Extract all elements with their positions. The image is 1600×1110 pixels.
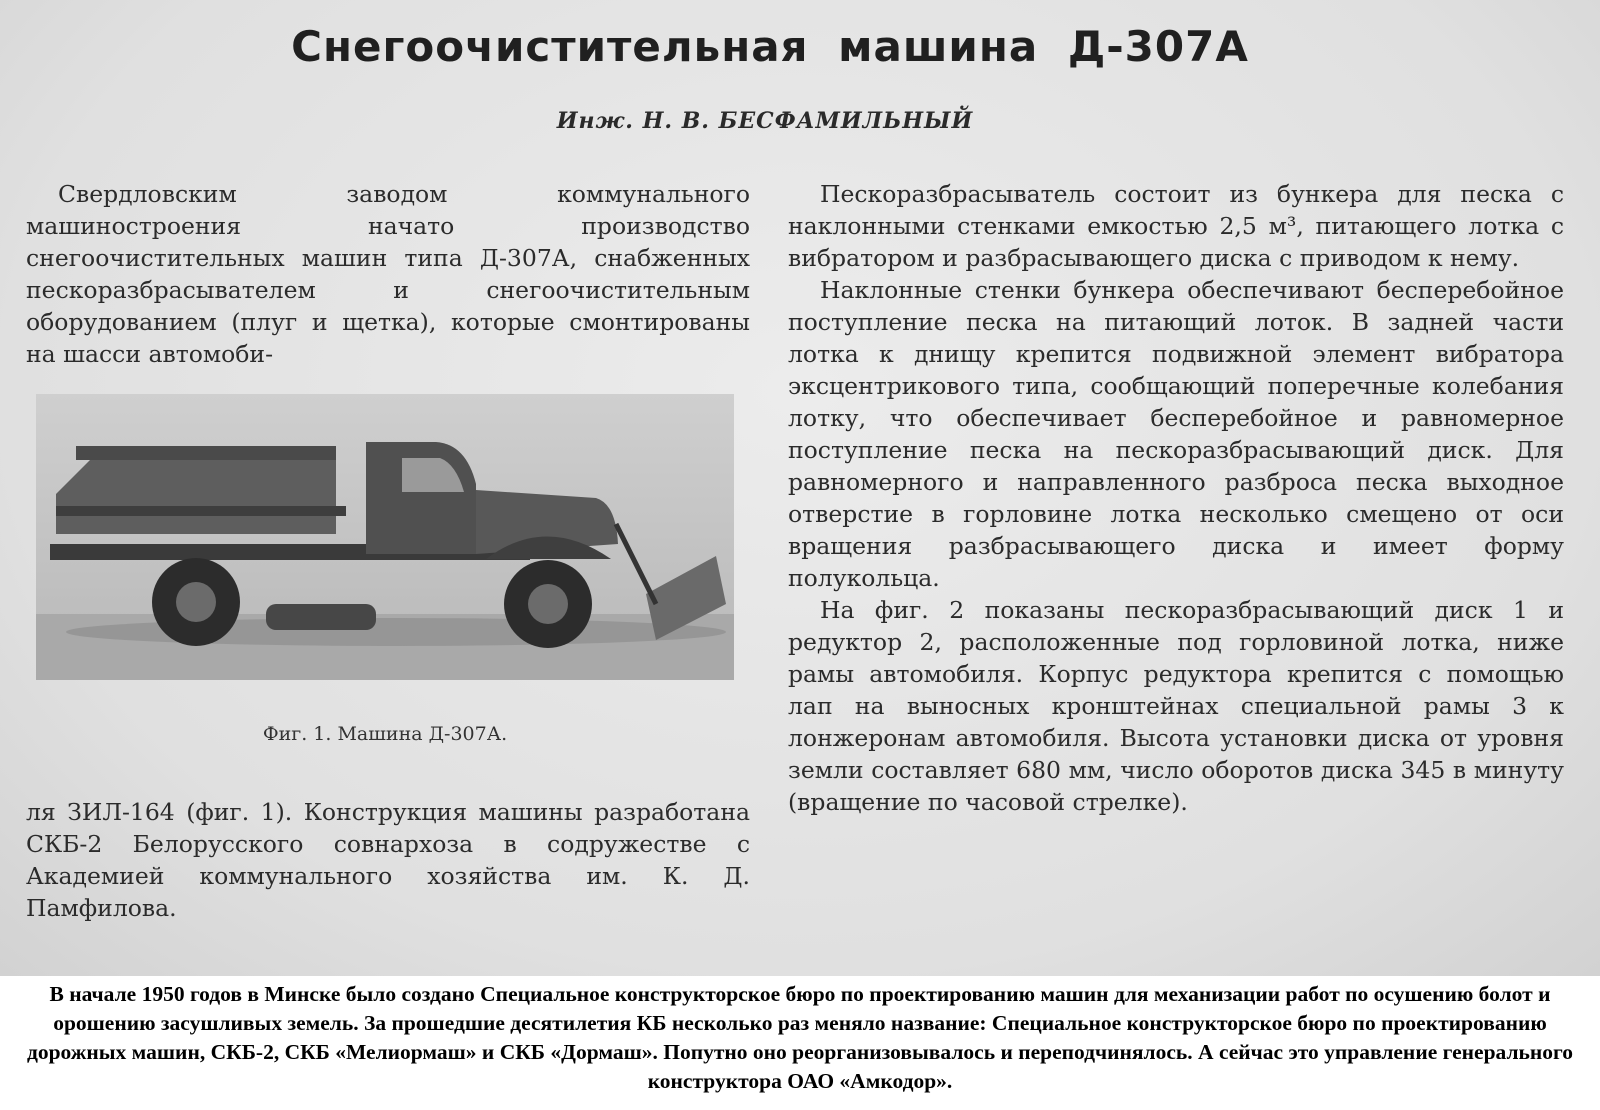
left-column-top bbox=[26, 178, 750, 370]
paragraph: ля ЗИЛ-164 (фиг. 1). Конструкция машины разработана СКБ-2 Белорусского совнархоза в содружестве с Академией коммунального хозяйства им. К. Д. Памфилова. bbox=[26, 798, 750, 922]
paragraph: Наклонные стенки бункера обеспечивают бесперебойное поступление песка на питающий лоток. В задней части лотка к днищу крепится подвижной элемент вибратора эксцентрикового типа, сообщающий поперечные колебания лотку, что обеспечивает бесперебойное и равномерное поступление песка на пескоразбрасывающий диск. Для равномерного и направленного разброса песка выходное отверстие в горловине лотка несколько смещено от оси вращения разбрасывающего диска и имеет форму полукольца. bbox=[788, 276, 1564, 592]
left-column-bottom bbox=[26, 796, 750, 924]
paragraph: Свердловским заводом коммунального машиностроения начато производство снегоочистительных машин типа Д-307А, снабженных пескоразбрасывателем и снегоочистительным оборудованием (плуг и щетка), которые смонтированы на шасси автомоби- bbox=[26, 180, 750, 368]
truck-photo bbox=[36, 394, 734, 680]
footer-note: В начале 1950 годов в Минске было создано Специальное конструкторское бюро по проектированию машин для механизации работ по осушению болот и орошению засушливых земель. За прошедшие десятилетия КБ несколько раз меняло название: Специальное конструкторское бюро по проектированию дорожных машин, СКБ-2, СКБ «Мелиормаш» и СКБ «Дормаш». Попутно оно реорганизовывалось и переподчинялось. А сейчас это управление генерального конструктора ОАО «Амкодор». bbox=[26, 982, 1574, 1093]
figure-caption: Фиг. 1. Машина Д-307А. bbox=[262, 723, 508, 745]
paragraph: Пескоразбрасыватель состоит из бункера для песка с наклонными стенками емкостью 2,5 м³, питающего лотка с вибратором и разбрасывающего диска с приводом к нему. bbox=[788, 180, 1564, 272]
paragraph: На фиг. 2 показаны пескоразбрасывающий диск 1 и редуктор 2, расположенные под горловиной лотка, ниже рамы автомобиля. Корпус редуктора крепится с помощью лап на выносных кронштейнах специальной рамы 3 к лонжеронам автомобиля. Высота установки диска от уровня земли составляет 680 мм, число оборотов диска 345 в минуту (вращение по часовой стрелке). bbox=[788, 596, 1564, 816]
right-column bbox=[788, 178, 1564, 818]
article-title: Снегоочистительная машина Д-307А bbox=[291, 22, 1249, 71]
article-author: Инж. Н. В. БЕСФАМИЛЬНЫЙ bbox=[556, 108, 974, 134]
snowplow-truck-photo-icon bbox=[36, 394, 734, 680]
